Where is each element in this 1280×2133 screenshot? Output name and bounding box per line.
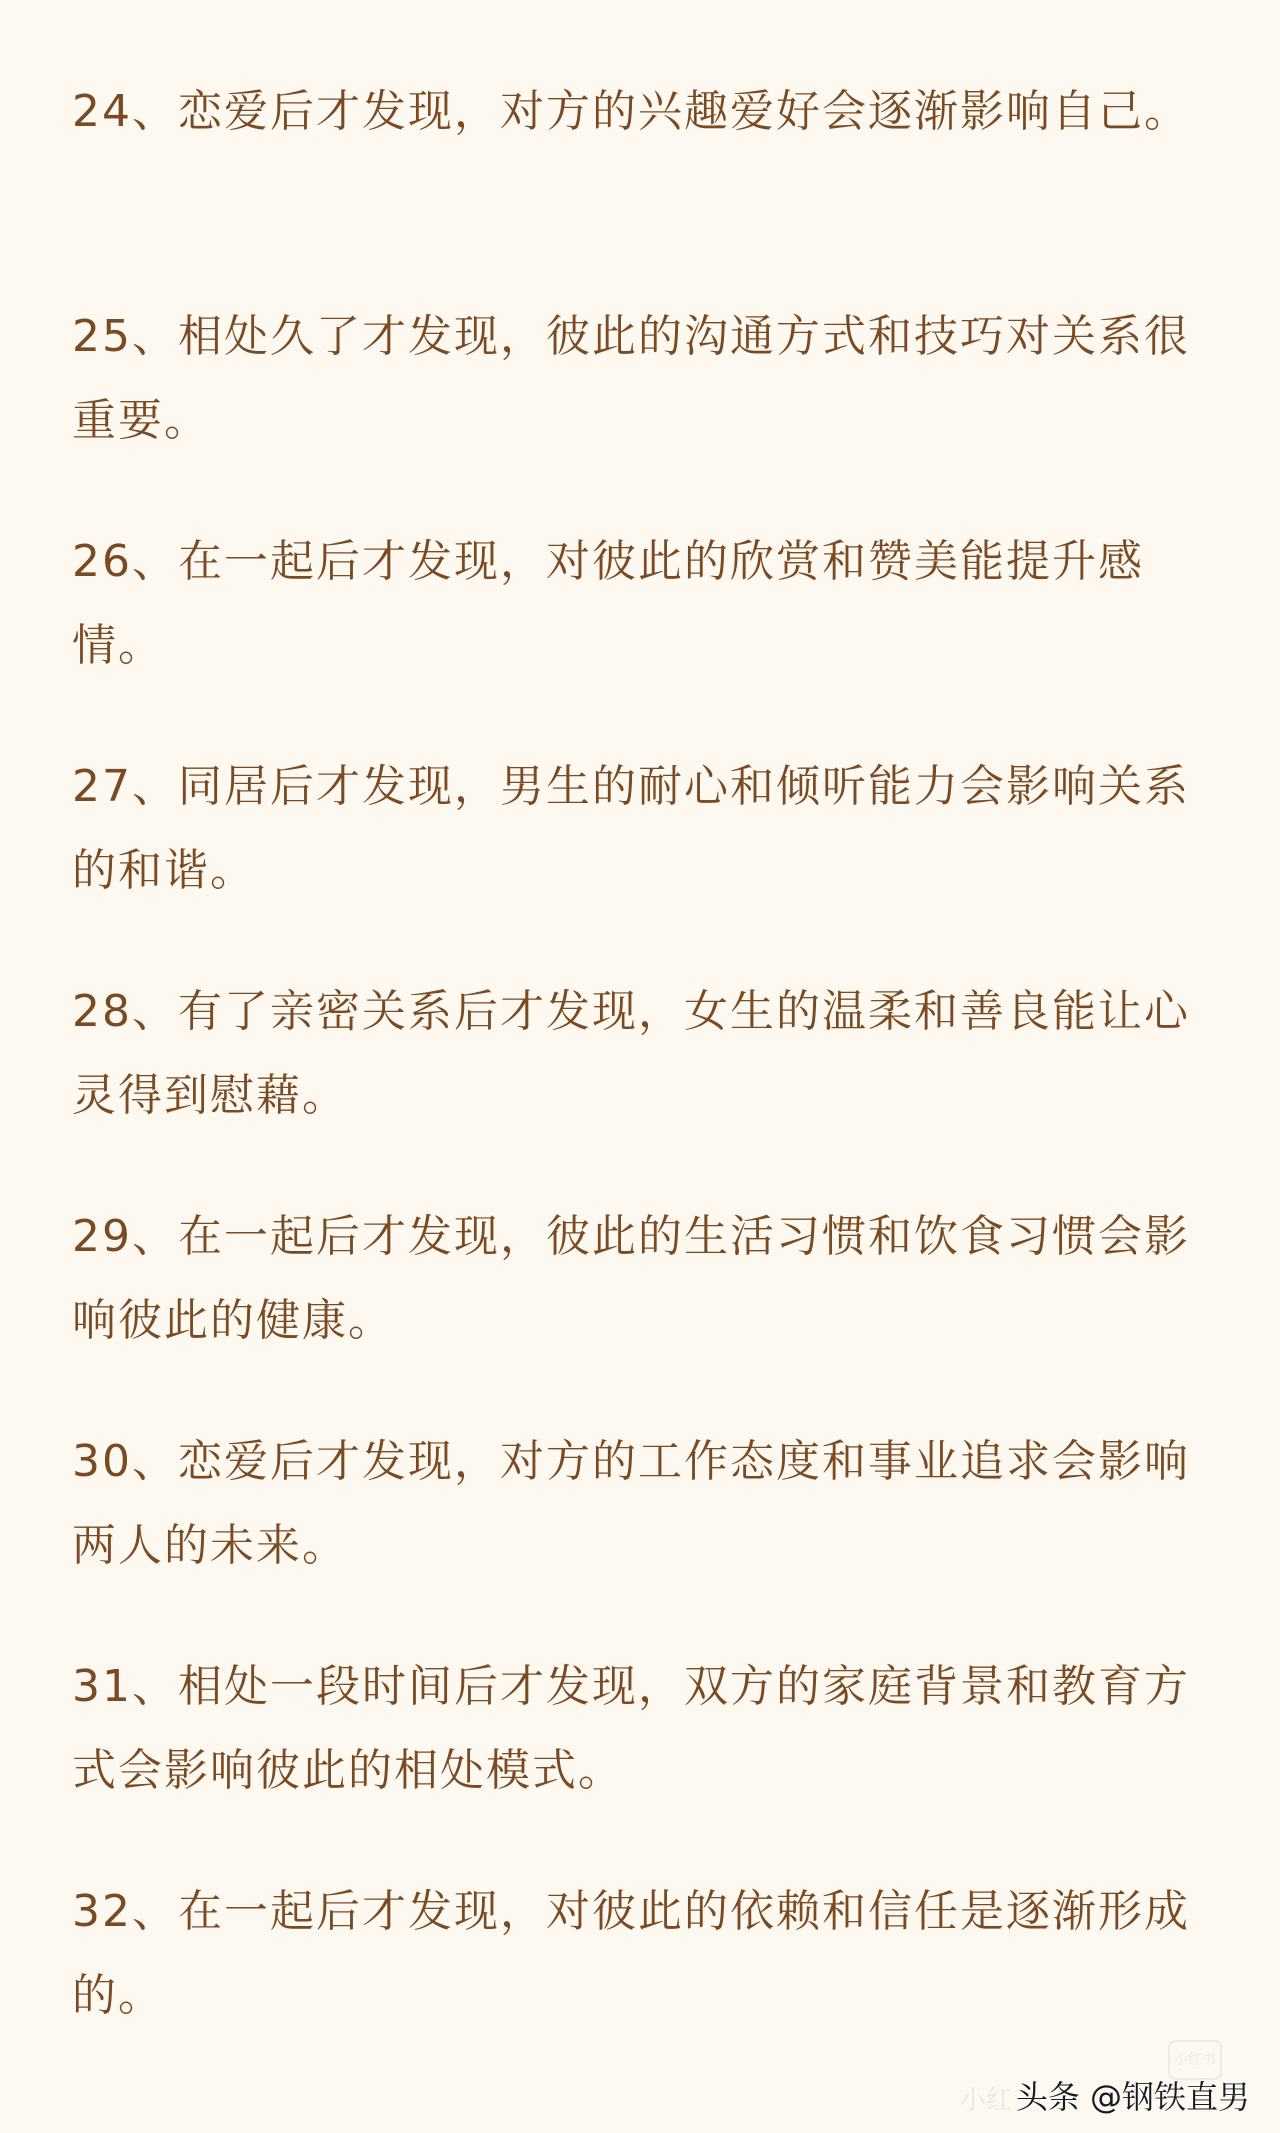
list-item: 28、有了亲密关系后才发现，女生的温柔和善良能让心灵得到慰藉。 (72, 986, 1190, 1121)
list-item: 32、在一起后才发现，对彼此的依赖和信任是逐渐形成的。 (72, 1886, 1190, 2021)
watermark-text: 小红 (960, 2086, 1013, 2116)
list-item: 29、在一起后才发现，彼此的生活习惯和饮食习惯会影响彼此的健康。 (72, 1211, 1190, 1346)
list-item: 24、恋爱后才发现，对方的兴趣爱好会逐渐影响自己。 (72, 86, 1190, 137)
source-credit: 头条 @钢铁直男 (1015, 2078, 1250, 2116)
list-item: 25、相处久了才发现，彼此的沟通方式和技巧对关系很重要。 (72, 311, 1190, 446)
list-item: 26、在一起后才发现，对彼此的欣赏和赞美能提升感情。 (72, 536, 1144, 671)
watermark-logo: 小红书 (1168, 2040, 1222, 2080)
list-item: 27、同居后才发现，男生的耐心和倾听能力会影响关系的和谐。 (72, 761, 1190, 896)
list-item: 31、相处一段时间后才发现，双方的家庭背景和教育方式会影响彼此的相处模式。 (72, 1661, 1190, 1796)
list-item: 30、恋爱后才发现，对方的工作态度和事业追求会影响两人的未来。 (72, 1436, 1190, 1571)
